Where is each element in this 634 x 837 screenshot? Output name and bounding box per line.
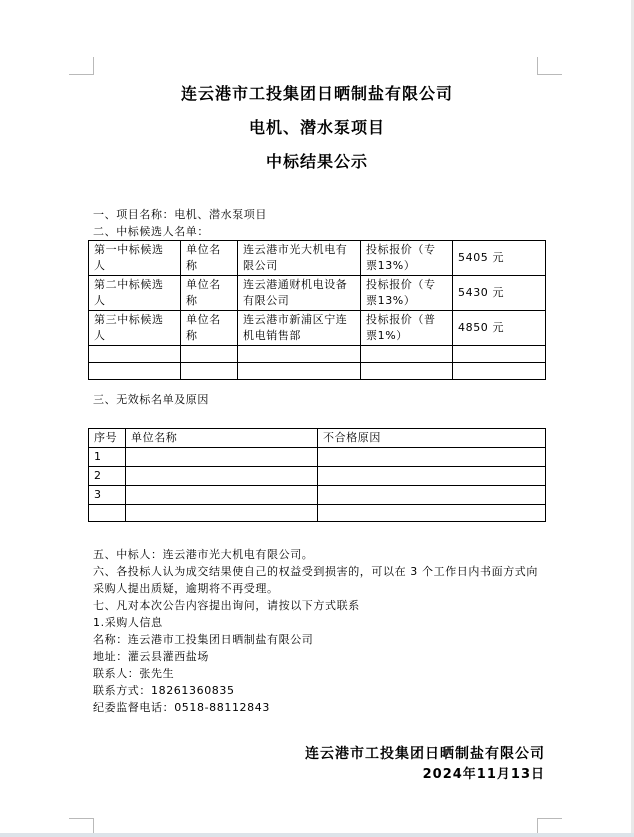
empty-cell xyxy=(238,363,361,380)
purchaser-address: 地址：灌云县灌西盐场 xyxy=(93,650,209,663)
table-row xyxy=(89,467,546,486)
table-row xyxy=(89,276,546,311)
unit-label-cell: 单位名称 xyxy=(181,276,238,311)
col-header-serial: 序号 xyxy=(89,429,126,448)
candidate-rank-cell: 第一中标候选人 xyxy=(89,241,181,276)
candidate-rank-cell: 第三中标候选人 xyxy=(89,311,181,346)
supervision-phone: 纪委监督电话：0518-88112843 xyxy=(93,701,270,714)
empty-cell xyxy=(89,346,181,363)
bid-price-value-cell: 5430 元 xyxy=(453,276,546,311)
unit-name-cell xyxy=(126,505,318,522)
notes-block xyxy=(93,546,543,716)
section-1-project-name: 一、项目名称：电机、潜水泵项目 xyxy=(93,208,267,221)
margin-mark-bottom-right-icon xyxy=(537,818,562,834)
table-row xyxy=(89,311,546,346)
reason-cell xyxy=(318,505,546,522)
unit-name-cell xyxy=(126,486,318,505)
unit-label-cell: 单位名称 xyxy=(181,241,238,276)
empty-cell xyxy=(238,346,361,363)
bid-price-label-cell: 投标报价（专票13%） xyxy=(361,276,453,311)
serial-cell: 1 xyxy=(89,448,126,467)
unit-label-cell: 单位名称 xyxy=(181,311,238,346)
bid-price-label-cell: 投标报价（专票13%） xyxy=(361,241,453,276)
section-2-candidate-list-heading: 二、中标候选人名单： xyxy=(93,225,209,238)
section-3-invalid-bids-heading: 三、无效标名单及原因 xyxy=(93,393,209,406)
col-header-reason: 不合格原因 xyxy=(318,429,546,448)
unit-name-cell: 连云港市新浦区宁连机电销售部 xyxy=(238,311,361,346)
empty-cell xyxy=(453,346,546,363)
unit-name-cell: 连云港通财机电设备有限公司 xyxy=(238,276,361,311)
table-row xyxy=(89,486,546,505)
bid-price-value-cell: 5405 元 xyxy=(453,241,546,276)
empty-cell xyxy=(181,346,238,363)
title-company: 连云港市工投集团日晒制盐有限公司 xyxy=(180,84,453,103)
purchaser-info-heading: 1.采购人信息 xyxy=(93,616,163,629)
table-header-row xyxy=(89,429,546,448)
table-row xyxy=(89,363,546,380)
unit-name-cell: 连云港市光大机电有限公司 xyxy=(238,241,361,276)
candidates-table xyxy=(88,240,546,380)
empty-cell xyxy=(361,363,453,380)
bid-price-value-cell: 4850 元 xyxy=(453,311,546,346)
bid-price-label-cell: 投标报价（普票1%） xyxy=(361,311,453,346)
table-row xyxy=(89,241,546,276)
reason-cell xyxy=(318,486,546,505)
title-project: 电机、潜水泵项目 xyxy=(248,118,385,137)
margin-mark-top-left-icon xyxy=(69,57,94,75)
empty-cell xyxy=(89,363,181,380)
signature-company: 连云港市工投集团日晒制盐有限公司 xyxy=(305,746,545,762)
empty-cell xyxy=(361,346,453,363)
table-row xyxy=(89,505,546,522)
serial-cell xyxy=(89,505,126,522)
reason-cell xyxy=(318,448,546,467)
section-6-objection-notice: 六、各投标人认为成交结果使自己的权益受到损害的，可以在 3 个工作日内书面方式向采购人提出质疑，逾期将不再受理。 xyxy=(93,565,538,595)
margin-mark-top-right-icon xyxy=(537,57,562,75)
purchaser-phone: 联系方式：18261360835 xyxy=(93,684,235,697)
unit-name-cell xyxy=(126,448,318,467)
empty-cell xyxy=(181,363,238,380)
margin-mark-bottom-left-icon xyxy=(69,818,94,834)
col-header-unit-name: 单位名称 xyxy=(126,429,318,448)
purchaser-contact-person: 联系人：张先生 xyxy=(93,667,175,680)
table-row xyxy=(89,448,546,467)
title-subject: 中标结果公示 xyxy=(265,152,368,171)
serial-cell: 2 xyxy=(89,467,126,486)
empty-cell xyxy=(453,363,546,380)
invalid-bids-table xyxy=(88,428,546,522)
candidate-rank-cell: 第二中标候选人 xyxy=(89,276,181,311)
section-7-contact-notice: 七、凡对本次公告内容提出询问，请按以下方式联系 xyxy=(93,599,360,612)
reason-cell xyxy=(318,467,546,486)
section-5-winner: 五、中标人：连云港市光大机电有限公司。 xyxy=(93,548,314,561)
serial-cell: 3 xyxy=(89,486,126,505)
page-edge-bottom xyxy=(0,833,634,837)
purchaser-name: 名称：连云港市工投集团日晒制盐有限公司 xyxy=(93,633,314,646)
signature-date: 2024年11月13日 xyxy=(422,767,545,782)
unit-name-cell xyxy=(126,467,318,486)
table-row xyxy=(89,346,546,363)
